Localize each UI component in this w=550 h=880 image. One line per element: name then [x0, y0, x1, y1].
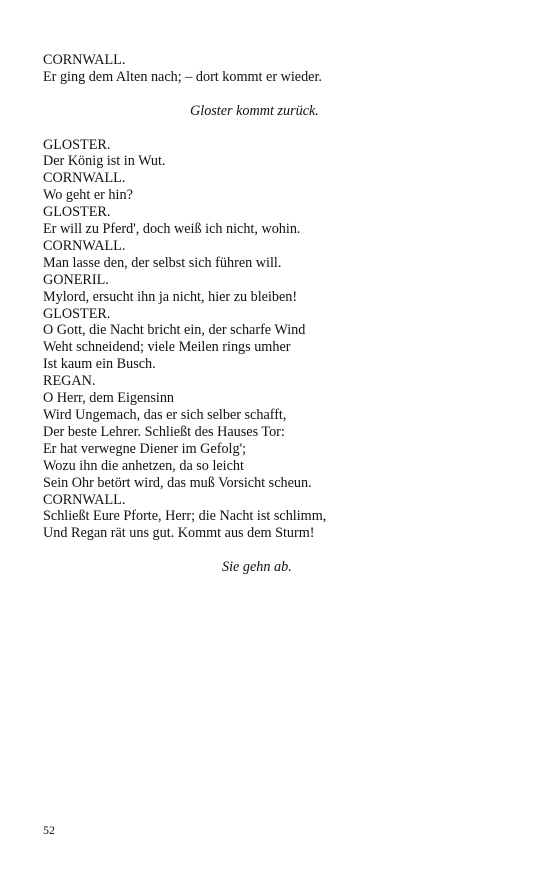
- dialogue-line: Der König ist in Wut.: [43, 153, 166, 170]
- speaker-name: CORNWALL.: [43, 170, 126, 187]
- spacer: [43, 86, 513, 103]
- dialogue-line: Er hat verwegne Diener im Gefolg';: [43, 440, 247, 457]
- speaker-name: GLOSTER.: [43, 204, 111, 221]
- spacer: [43, 542, 513, 559]
- speaker-name: GLOSTER.: [43, 305, 111, 322]
- dialogue-line: Wozu ihn die anhetzen, da so leicht: [43, 457, 244, 474]
- dialogue-line: O Gott, die Nacht bricht ein, der scharfe Wind: [43, 322, 306, 339]
- stage-direction: Gloster kommt zurück.: [190, 102, 319, 119]
- dialogue-line: Wo geht er hin?: [43, 187, 133, 204]
- speaker-name: CORNWALL.: [43, 52, 126, 68]
- dialogue-line: Mylord, ersucht ihn ja nicht, hier zu bleiben!: [43, 288, 298, 305]
- dialogue-line: Wird Ungemach, das er sich selber schafft,: [43, 407, 287, 423]
- speaker-name: GLOSTER.: [43, 136, 111, 153]
- dialogue-line: Sein Ohr betört wird, das muß Vorsicht scheun.: [43, 474, 312, 491]
- dialogue-line: O Herr, dem Eigensinn: [43, 390, 175, 407]
- speaker-name: CORNWALL.: [43, 491, 126, 508]
- dialogue-line: Und Regan rät uns gut. Kommt aus dem Sturm!: [43, 525, 315, 542]
- dialogue-line: Er will zu Pferd', doch weiß ich nicht, wohin.: [43, 221, 301, 238]
- page-number: 52: [43, 823, 55, 837]
- dialogue-line: Er ging dem Alten nach; – dort kommt er wieder.: [43, 68, 322, 85]
- play-text: [43, 52, 513, 576]
- dialogue-line: Ist kaum ein Busch.: [43, 356, 156, 373]
- speaker-name: CORNWALL.: [43, 237, 126, 254]
- dialogue-line: Der beste Lehrer. Schließt des Hauses Tor:: [43, 423, 285, 440]
- speaker-name: GONERIL.: [43, 271, 109, 288]
- dialogue-line: Schließt Eure Pforte, Herr; die Nacht ist schlimm,: [43, 508, 327, 525]
- dialogue-line: Weht schneidend; viele Meilen rings umher: [43, 339, 291, 356]
- stage-direction: Sie gehn ab.: [222, 559, 292, 576]
- spacer: [43, 120, 513, 137]
- dialogue-line: Man lasse den, der selbst sich führen will.: [43, 254, 282, 271]
- speaker-name: REGAN.: [43, 373, 96, 390]
